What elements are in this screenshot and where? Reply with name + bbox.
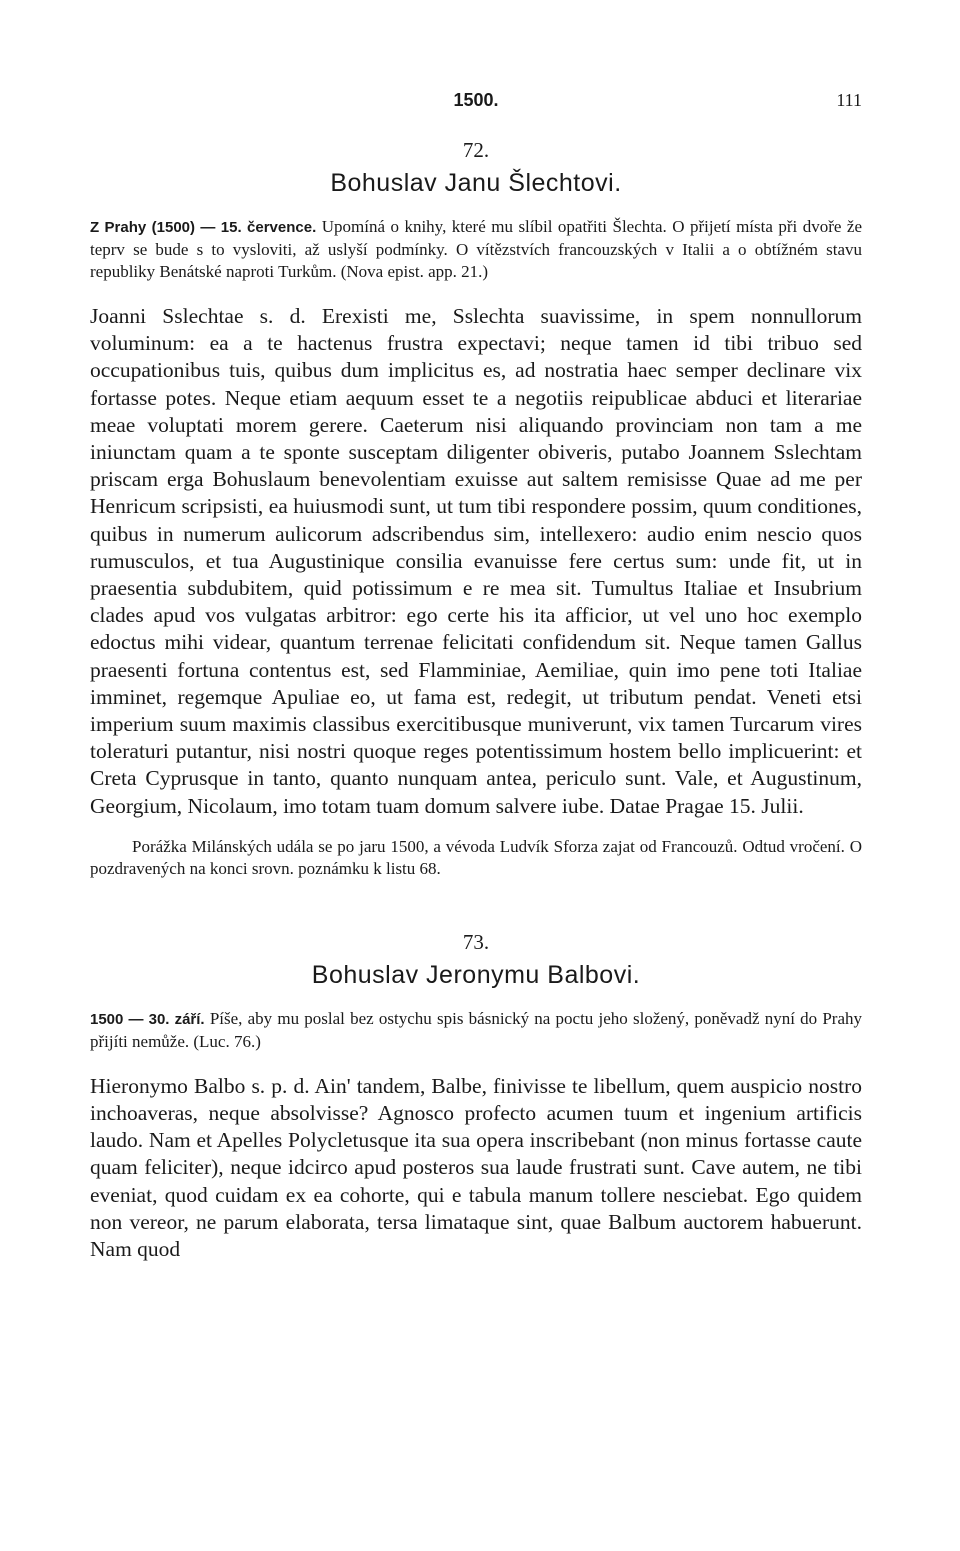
running-head-year: 1500.: [453, 90, 499, 110]
letter-regest: [90, 216, 862, 283]
page-number: 111: [836, 90, 862, 110]
regest-text: Píše, aby mu poslal bez ostychu spis básnický na poctu jeho složený, poněvadž nyní do Prahy přijíti nemůže. (Luc. 76.): [90, 1008, 863, 1051]
letter-title: Bohuslav Jeronymu Balbovi.: [311, 960, 641, 989]
letter-number: 72.: [462, 138, 490, 162]
book-page: [90, 88, 862, 1263]
letter-number: 73.: [462, 929, 490, 954]
regest-text: Upomíná o knihy, které mu slíbil opatřiti Šlechta. O přijetí místa při dvoře že teprv se bude s to vysloviti, až uslyší podmínky. O vítězstvích francouzských v Italii a o obtížném stavu republiky Benátské naproti Turkům. (Nova epist. app. 21.): [90, 217, 863, 281]
letter-body: Joanni Sslechtae s. d. Erexisti me, Sslechta suavissime, in spem nonnullorum voluminum: ea a te hactenus frustra expectavi; neque tamen id tibi tribuo sed occupationibus tuis, quibus dum implicitus es, ad nostratia haec semper declinare vix fortasse potes. Neque etiam aequum esset te a negotiis reipublicae abduci et literariae meae voluptati morem gerere. Caeterum nisi aliquando provinciam non tam a me iniunctam quam a te sponte susceptam diligenter obiveris, putabo Joannem Sslechtam priscam erga Bohuslaum benevolentiam exuisse aut saltem remisisse Quae ad me per Henricum scripsisti, ea huiusmodi sunt, ut tum tibi respondere possim, quum conditiones, quibus in numerum aulicorum adscribendus sim, intellexero: audio enim nescio quos rumusculos, et tua Augustinique consilia evanuisse fere certus sum: unde fit, ut in praesentia subdubitem, quid potissimum e re mea sit. Tumultus Italiae et Insubrium clades apud vos vulgatas arbitror: ego certe his ita afficior, ut vel uno hoc exemplo edoctus mihi videar, quantum terrenae felicitati confidendum sit. Neque tamen Gallus praesenti fortuna contentus est, sed Flamminiae, Aemiliae, quin imo pene toti Italiae imminet, regemque Apuliae eo, ut fama est, redegit, ut tributum pendat. Veneti etsi imperium suum maximis classibus exercitibusque muniverunt, vix tamen Turcarum vires toleraturi putantur, nisi nostri quoque reges potentissimum hostem bello implicuerint: et Creta Cyprusque in tanto, quanto nunquam antea, periculo sunt. Vale, et Augustinum, Georgium, Nicolaum, imo totam tuam domum salvere iube. Datae Pragae 15. Julii.: [90, 304, 862, 818]
letter-72: [90, 138, 862, 880]
section-gap: [90, 880, 862, 930]
editorial-note: Porážka Milánských udála se po jaru 1500, a vévoda Ludvík Sforza zajat od Francouzů. Odtud vročení. O pozdravených na konci srovn. poznámku k listu 68.: [90, 836, 862, 878]
letter-title: Bohuslav Janu Šlechtovi.: [330, 169, 622, 197]
letter-body: Hieronymo Balbo s. p. d. Ain' tandem, Balbe, finivisse te libellum, quem auspicio nostro inchoaveras, neque absolvisse? Agnosco profecto acumen tuum et ingenium artificis laudo. Nam et Apelles Polycletusque ita sua opera inscribebant (non minus fortasse caute quam feliciter), neque idcirco apud posteros sua laude frustrati sunt. Cave autem, ne tibi eveniat, quod cuidam ex ea cohorte, qui e tabula manum tollere nesciebat. Ego quidem non vereor, ne parum elaborata, tersa limataque sint, quae Balbum auctorem habuerunt. Nam quod: [90, 1073, 862, 1262]
regest-date: 1500 — 30. září.: [90, 1010, 205, 1028]
regest-date: Z Prahy (1500) — 15. července.: [90, 219, 317, 236]
letter-73: [90, 930, 862, 1263]
letter-regest: [90, 1008, 862, 1053]
running-head: [90, 88, 862, 118]
